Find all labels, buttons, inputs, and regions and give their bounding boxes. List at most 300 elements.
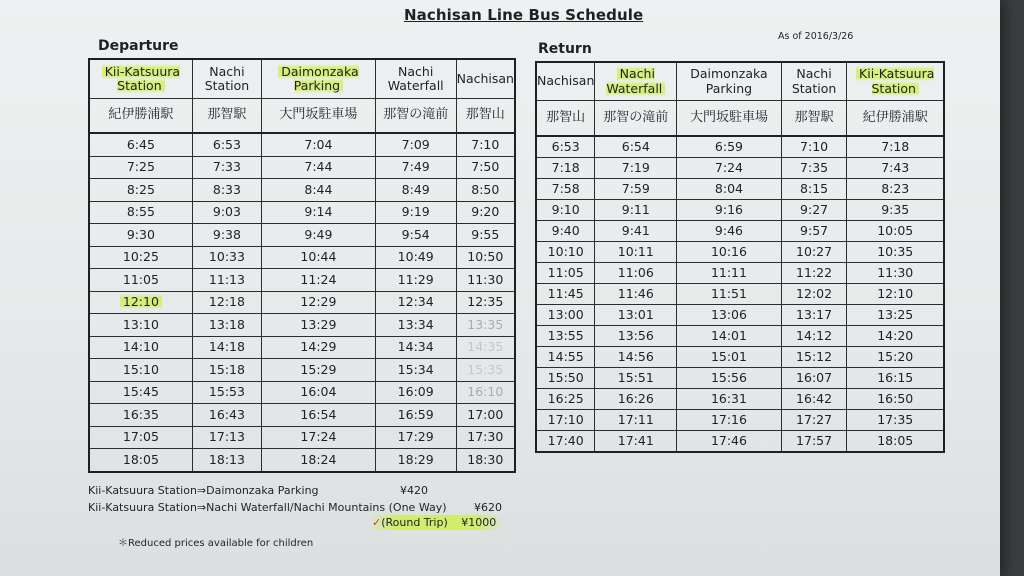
time-cell [89, 201, 192, 224]
time-cell [456, 179, 515, 202]
return-col-header [677, 62, 781, 101]
return-col-header [595, 62, 677, 101]
time-cell [677, 158, 781, 179]
time-cell [456, 291, 515, 314]
time-cell [847, 389, 944, 410]
departure-col-header-jp: 那智の滝前 [375, 99, 456, 134]
time-cell [847, 200, 944, 221]
time-cell [781, 179, 847, 200]
time-cell [677, 221, 781, 242]
time-cell [375, 156, 456, 179]
time-value: 11:45 [547, 285, 584, 301]
time-cell [595, 410, 677, 431]
column-label: Nachi Waterfall [387, 63, 444, 93]
time-cell [375, 179, 456, 202]
time-value: 17:57 [796, 432, 833, 448]
time-cell [677, 263, 781, 284]
time-cell [456, 156, 515, 179]
time-value: 16:59 [397, 406, 434, 422]
time-value: 15:34 [397, 361, 434, 377]
time-cell [847, 431, 944, 453]
time-cell [595, 284, 677, 305]
time-value: 15:50 [547, 369, 584, 385]
time-value: 14:35 [467, 339, 504, 355]
time-cell [89, 179, 192, 202]
time-cell [89, 426, 192, 449]
time-cell [89, 291, 192, 314]
time-value: 7:19 [621, 159, 650, 175]
time-cell [781, 431, 847, 453]
time-cell [192, 381, 261, 404]
return-col-header-jp: 紀伊勝浦駅 [847, 101, 944, 137]
time-value: 18:29 [397, 451, 434, 467]
table-row [536, 347, 944, 368]
time-value: 17:05 [122, 429, 159, 445]
time-value: 8:33 [212, 181, 241, 197]
time-cell [677, 368, 781, 389]
fare-line-round-trip [368, 516, 504, 529]
time-cell [847, 368, 944, 389]
time-cell [192, 179, 261, 202]
time-value: 8:50 [471, 181, 500, 197]
time-value: 9:46 [714, 222, 743, 238]
time-value: 8:25 [126, 181, 155, 197]
time-cell [89, 336, 192, 359]
time-cell [536, 284, 595, 305]
time-value: 15:10 [122, 361, 159, 377]
time-value: 17:35 [877, 411, 914, 427]
time-cell [595, 326, 677, 347]
time-value: 9:40 [551, 222, 580, 238]
time-value: 15:56 [710, 369, 747, 385]
table-row [536, 326, 944, 347]
time-value: 7:10 [800, 138, 829, 154]
time-cell [781, 326, 847, 347]
time-cell [192, 426, 261, 449]
time-value: 9:10 [551, 201, 580, 217]
time-value: 10:10 [547, 243, 584, 259]
time-value: 16:09 [397, 384, 434, 400]
time-cell [456, 314, 515, 337]
children-note: ＊Reduced prices available for children [118, 538, 314, 549]
time-cell [262, 133, 376, 156]
as-of-date: As of 2016/3/26 [778, 31, 854, 42]
time-cell [847, 263, 944, 284]
time-value: 6:59 [714, 138, 743, 154]
fare-price: ¥420 [400, 484, 428, 497]
time-cell [375, 449, 456, 472]
time-value: 7:10 [471, 136, 500, 152]
time-value: 9:16 [714, 201, 743, 217]
time-value: 11:29 [397, 271, 434, 287]
time-cell [781, 389, 847, 410]
time-value: 11:30 [467, 271, 504, 287]
time-value: 12:10 [877, 285, 914, 301]
return-col-header-jp: 那智の滝前 [595, 101, 677, 137]
time-value: 8:44 [304, 181, 333, 197]
time-cell [536, 389, 595, 410]
time-value: 7:58 [551, 180, 580, 196]
table-row [89, 449, 515, 472]
time-cell [595, 368, 677, 389]
time-value: 9:14 [304, 204, 333, 220]
time-value: 7:24 [714, 159, 743, 175]
column-label: Nachisan [456, 70, 514, 86]
departure-table [88, 58, 516, 473]
departure-col-header [89, 59, 192, 99]
time-cell [536, 305, 595, 326]
time-value: 16:35 [122, 406, 159, 422]
time-cell [375, 201, 456, 224]
time-value: 7:49 [401, 159, 430, 175]
time-cell [847, 158, 944, 179]
time-value: 12:10 [120, 294, 162, 309]
time-value: 18:05 [877, 432, 914, 448]
time-cell [595, 158, 677, 179]
table-row [89, 246, 515, 269]
table-row [89, 359, 515, 382]
return-col-header-jp: 那智駅 [781, 101, 847, 137]
time-cell [192, 246, 261, 269]
time-value: 9:55 [471, 226, 500, 242]
time-cell [595, 221, 677, 242]
time-cell [781, 368, 847, 389]
table-row [536, 305, 944, 326]
departure-col-header-jp: 那智駅 [192, 99, 261, 134]
time-cell [847, 179, 944, 200]
column-label: Nachi Station [791, 66, 837, 96]
time-value: 15:35 [467, 361, 504, 377]
return-col-header-jp: 那智山 [536, 101, 595, 137]
time-value: 12:29 [300, 294, 337, 310]
time-value: 11:30 [877, 264, 914, 280]
time-cell [847, 284, 944, 305]
time-value: 17:27 [796, 411, 833, 427]
column-label: Kii-Katsuura Station [856, 66, 934, 95]
time-value: 6:53 [551, 138, 580, 154]
time-cell [456, 224, 515, 247]
time-value: 18:24 [300, 451, 337, 467]
time-value: 9:49 [304, 226, 333, 242]
time-value: 11:13 [208, 271, 245, 287]
return-col-header [847, 62, 944, 101]
time-cell [595, 200, 677, 221]
table-row [89, 336, 515, 359]
column-label: Daimonzaka Parking [690, 66, 768, 96]
time-cell [847, 221, 944, 242]
time-cell [192, 336, 261, 359]
time-value: 17:00 [467, 406, 504, 422]
time-cell [677, 136, 781, 158]
time-value: 18:30 [467, 451, 504, 467]
fare-price: ¥620 [474, 501, 502, 514]
time-value: 13:18 [208, 316, 245, 332]
time-value: 10:50 [467, 249, 504, 265]
table-row [89, 156, 515, 179]
time-value: 16:25 [547, 390, 584, 406]
time-cell [192, 156, 261, 179]
time-value: 14:10 [122, 339, 159, 355]
table-row [89, 381, 515, 404]
time-cell [595, 389, 677, 410]
time-cell [375, 246, 456, 269]
time-value: 8:49 [401, 181, 430, 197]
time-value: 15:01 [710, 348, 747, 364]
time-value: 11:05 [547, 264, 584, 280]
time-cell [262, 179, 376, 202]
time-cell [536, 368, 595, 389]
time-cell [192, 224, 261, 247]
table-row [536, 263, 944, 284]
table-row [89, 133, 515, 156]
time-cell [595, 305, 677, 326]
time-cell [375, 426, 456, 449]
table-row [89, 426, 515, 449]
time-value: 14:12 [796, 327, 833, 343]
time-cell [536, 158, 595, 179]
time-value: 9:38 [212, 226, 241, 242]
fare-route: (Round Trip) [381, 516, 448, 529]
time-value: 11:11 [710, 264, 747, 280]
time-value: 9:11 [621, 201, 650, 217]
time-cell [595, 136, 677, 158]
time-cell [192, 291, 261, 314]
page-title: Nachisan Line Bus Schedule [404, 6, 644, 24]
time-value: 8:15 [800, 180, 829, 196]
time-value: 10:49 [397, 249, 434, 265]
time-value: 14:01 [710, 327, 747, 343]
time-cell [847, 136, 944, 158]
time-cell [536, 136, 595, 158]
time-cell [847, 326, 944, 347]
table-row [536, 158, 944, 179]
time-cell [262, 156, 376, 179]
table-row [536, 221, 944, 242]
time-cell [262, 269, 376, 292]
time-cell [781, 221, 847, 242]
column-label: Daimonzaka Parking [278, 64, 358, 93]
time-value: 17:11 [617, 411, 654, 427]
time-cell [375, 133, 456, 156]
time-value: 15:18 [208, 361, 245, 377]
time-value: 11:06 [617, 264, 654, 280]
time-value: 13:55 [547, 327, 584, 343]
time-value: 17:13 [208, 429, 245, 445]
time-cell [677, 389, 781, 410]
time-cell [89, 359, 192, 382]
time-cell [456, 404, 515, 427]
time-value: 16:54 [300, 406, 337, 422]
table-row [536, 284, 944, 305]
departure-col-header-jp: 大門坂駐車場 [262, 99, 376, 134]
time-value: 16:15 [877, 369, 914, 385]
time-cell [536, 410, 595, 431]
time-cell [781, 305, 847, 326]
fare-route: Kii-Katsuura Station⇒Nachi Waterfall/Nachi Mountains (One Way) [88, 501, 447, 514]
time-value: 9:20 [471, 204, 500, 220]
time-value: 17:30 [467, 429, 504, 445]
time-cell [456, 449, 515, 472]
time-value: 7:09 [401, 136, 430, 152]
return-heading: Return [538, 41, 592, 57]
time-value: 18:13 [208, 451, 245, 467]
table-row [89, 314, 515, 337]
time-cell [781, 410, 847, 431]
table-row [536, 242, 944, 263]
time-value: 8:04 [714, 180, 743, 196]
time-value: 16:07 [796, 369, 833, 385]
time-value: 7:35 [800, 159, 829, 175]
time-cell [781, 263, 847, 284]
time-cell [89, 156, 192, 179]
time-cell [677, 305, 781, 326]
time-value: 6:45 [126, 136, 155, 152]
time-cell [595, 179, 677, 200]
time-value: 7:25 [126, 159, 155, 175]
time-cell [192, 404, 261, 427]
time-cell [192, 133, 261, 156]
time-cell [677, 200, 781, 221]
time-value: 15:29 [300, 361, 337, 377]
time-value: 9:03 [212, 204, 241, 220]
table-row [536, 368, 944, 389]
time-cell [677, 431, 781, 453]
time-value: 10:27 [796, 243, 833, 259]
time-value: 16:50 [877, 390, 914, 406]
time-value: 13:00 [547, 306, 584, 322]
time-value: 9:19 [401, 204, 430, 220]
time-value: 7:18 [881, 138, 910, 154]
time-cell [677, 179, 781, 200]
departure-col-header-jp: 那智山 [456, 99, 515, 134]
time-cell [677, 410, 781, 431]
time-cell [375, 381, 456, 404]
column-label: Kii-Katsuura Station [102, 64, 180, 93]
time-cell [595, 263, 677, 284]
column-label: Nachisan [537, 73, 595, 89]
time-cell [262, 381, 376, 404]
time-value: 16:26 [617, 390, 654, 406]
time-value: 8:23 [881, 180, 910, 196]
time-value: 13:34 [397, 316, 434, 332]
time-value: 7:43 [881, 159, 910, 175]
table-row [89, 201, 515, 224]
time-cell [89, 246, 192, 269]
departure-col-header [456, 59, 515, 99]
time-value: 15:51 [617, 369, 654, 385]
time-cell [89, 269, 192, 292]
time-value: 11:46 [617, 285, 654, 301]
table-row [536, 179, 944, 200]
time-cell [262, 426, 376, 449]
time-cell [192, 201, 261, 224]
time-cell [456, 201, 515, 224]
departure-heading: Departure [98, 38, 179, 54]
time-value: 15:12 [796, 348, 833, 364]
round-trip-check-mark: ✓ [372, 516, 382, 529]
time-value: 17:41 [617, 432, 654, 448]
time-cell [262, 404, 376, 427]
time-cell [536, 263, 595, 284]
time-value: 10:11 [617, 243, 654, 259]
time-cell [375, 314, 456, 337]
time-value: 13:25 [877, 306, 914, 322]
time-cell [677, 326, 781, 347]
time-value: 17:16 [710, 411, 747, 427]
time-value: 16:43 [208, 406, 245, 422]
time-cell [375, 269, 456, 292]
return-col-header [781, 62, 847, 101]
time-value: 17:46 [710, 432, 747, 448]
return-col-header-jp: 大門坂駐車場 [677, 101, 781, 137]
time-value: 14:34 [397, 339, 434, 355]
time-value: 9:57 [800, 222, 829, 238]
table-row [89, 291, 515, 314]
time-value: 17:40 [547, 432, 584, 448]
time-value: 10:25 [122, 249, 159, 265]
time-cell [89, 381, 192, 404]
time-cell [677, 284, 781, 305]
time-value: 9:54 [401, 226, 430, 242]
time-cell [262, 291, 376, 314]
time-cell [456, 381, 515, 404]
time-cell [781, 284, 847, 305]
time-value: 7:59 [621, 180, 650, 196]
time-cell [781, 347, 847, 368]
time-value: 7:04 [304, 136, 333, 152]
time-cell [262, 224, 376, 247]
return-table [535, 61, 945, 453]
time-value: 9:30 [126, 226, 155, 242]
time-cell [375, 359, 456, 382]
time-cell [536, 431, 595, 453]
time-cell [456, 246, 515, 269]
time-value: 17:24 [300, 429, 337, 445]
table-row [89, 404, 515, 427]
time-cell [595, 431, 677, 453]
fare-price: ¥1000 [461, 516, 497, 529]
time-cell [262, 449, 376, 472]
time-cell [456, 336, 515, 359]
time-value: 13:17 [796, 306, 833, 322]
time-value: 11:05 [122, 271, 159, 287]
time-cell [677, 242, 781, 263]
time-value: 16:31 [710, 390, 747, 406]
time-value: 13:29 [300, 316, 337, 332]
time-cell [375, 336, 456, 359]
time-value: 10:33 [208, 249, 245, 265]
time-value: 10:16 [710, 243, 747, 259]
time-value: 7:50 [471, 159, 500, 175]
time-cell [847, 410, 944, 431]
time-value: 14:55 [547, 348, 584, 364]
time-value: 14:18 [208, 339, 245, 355]
time-cell [677, 347, 781, 368]
fare-line-daimonzaka [88, 484, 428, 497]
time-value: 14:56 [617, 348, 654, 364]
time-value: 14:20 [877, 327, 914, 343]
time-cell [456, 269, 515, 292]
departure-col-header [375, 59, 456, 99]
time-value: 9:35 [881, 201, 910, 217]
departure-col-header-jp: 紀伊勝浦駅 [89, 99, 192, 134]
time-value: 8:55 [126, 204, 155, 220]
table-row [536, 389, 944, 410]
time-value: 15:53 [208, 384, 245, 400]
time-cell [192, 359, 261, 382]
time-cell [847, 305, 944, 326]
time-value: 14:29 [300, 339, 337, 355]
